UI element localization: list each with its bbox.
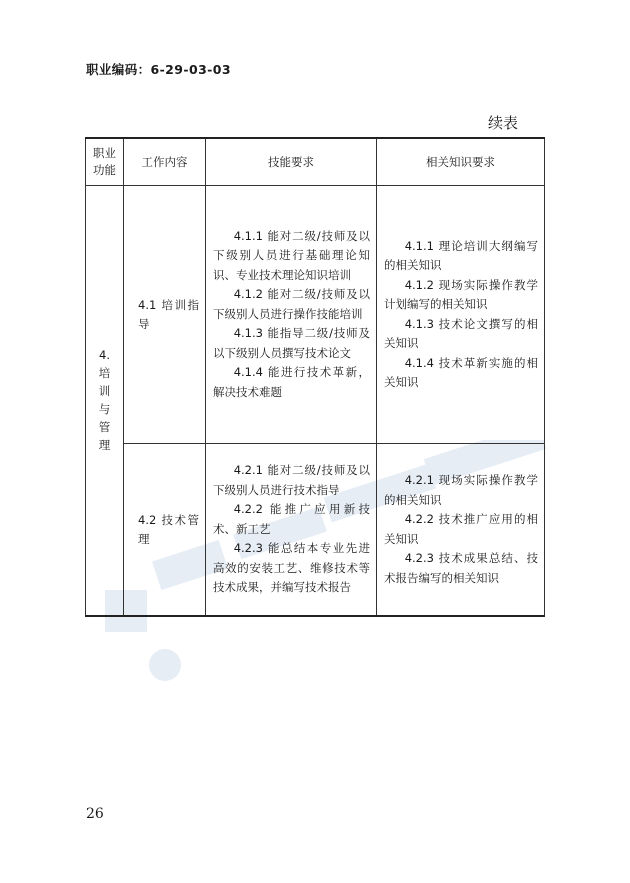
skill-item: 4.2.1 能对二级/技师及以下级别人员进行技术指导 — [213, 463, 370, 497]
page-number: 26 — [86, 806, 104, 822]
knowledge-item: 4.1.3 技术论文撰写的相关知识 — [384, 316, 538, 350]
skills-requirements-table — [85, 137, 545, 617]
skill-item: 4.1.3 能指导二级/技师及以下级别人员撰写技术论文 — [213, 326, 370, 360]
skill-item: 4.1.1 能对二级/技师及以下级别人员进行基础理论知识、专业技术理论知识培训 — [213, 228, 370, 282]
table-row — [86, 186, 545, 444]
continued-table-label: 续表 — [488, 114, 519, 132]
skill-item: 4.1.2 能对二级/技师及以下级别人员进行操作技能培训 — [213, 287, 370, 321]
header-skill-requirements: 技能要求 — [206, 138, 377, 186]
knowledge-item: 4.2.3 技术成果总结、技术报告编写的相关知识 — [384, 551, 538, 585]
table-header-row — [86, 138, 545, 186]
knowledge-item: 4.2.2 技术推广应用的相关知识 — [384, 512, 538, 546]
header-knowledge-requirements: 相关知识要求 — [377, 138, 545, 186]
skill-requirements-technical-management — [206, 444, 377, 617]
work-content-training: 4.1 培训指导 — [124, 186, 206, 444]
occupation-code: 职业编码：6-29-03-03 — [86, 62, 231, 77]
knowledge-requirements-technical-management — [377, 444, 545, 617]
knowledge-requirements-training — [377, 186, 545, 444]
skill-item: 4.2.2 能推广应用新技术、新工艺 — [213, 502, 370, 536]
header-occupational-function: 职业功能 — [86, 138, 124, 186]
knowledge-item: 4.1.4 技术革新实施的相关知识 — [384, 355, 538, 389]
knowledge-item: 4.1.2 现场实际操作教学计划编写的相关知识 — [384, 277, 538, 311]
table-row — [86, 444, 545, 617]
skill-item: 4.2.3 能总结本专业先进高效的安装工艺、维修技术等技术成果，并编写技术报告 — [213, 541, 370, 595]
skill-item: 4.1.4 能进行技术革新，解决技术难题 — [213, 365, 370, 399]
knowledge-item: 4.1.1 理论培训大纲编写的相关知识 — [384, 238, 538, 272]
occupational-function-text: 4. 培训与管理 — [98, 347, 111, 452]
header-work-content: 工作内容 — [124, 138, 206, 186]
knowledge-item: 4.2.1 现场实际操作教学的相关知识 — [384, 473, 538, 507]
work-content-technical-management: 4.2 技术管理 — [124, 444, 206, 617]
occupational-function-cell — [86, 186, 124, 617]
skill-requirements-training — [206, 186, 377, 444]
